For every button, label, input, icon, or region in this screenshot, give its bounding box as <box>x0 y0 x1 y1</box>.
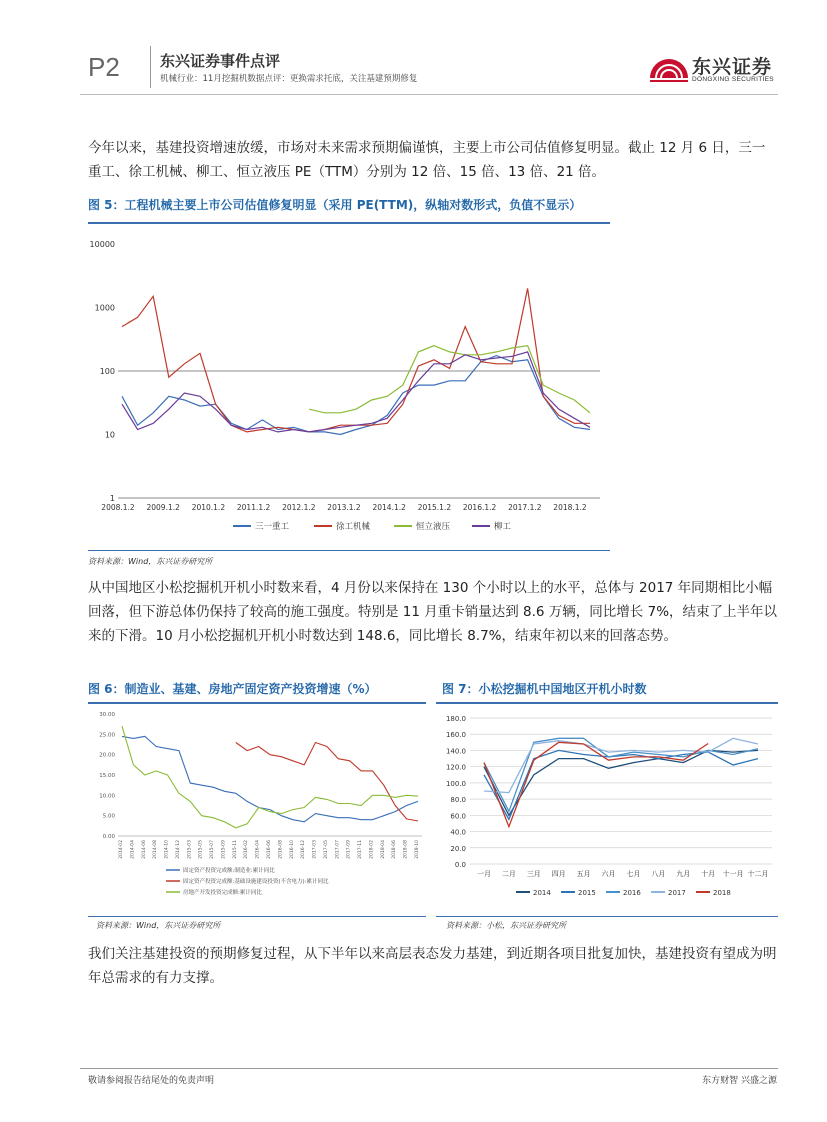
fig6-xtick-label: 2017-07 <box>335 839 341 859</box>
fig7-series-line <box>484 738 758 811</box>
fig7-ytick-label: 160.0 <box>445 731 466 740</box>
fig5-xtick-label: 2012.1.2 <box>282 503 316 512</box>
fig6-xtick-label: 2015-09 <box>221 840 227 859</box>
fig6-xtick-label: 2014-02 <box>119 840 124 859</box>
fig6-ytick-label: 25.00 <box>99 732 115 739</box>
fig6-xtick-label: 2016-08 <box>278 840 284 859</box>
page-label: P2 <box>88 52 120 82</box>
header-divider <box>150 46 151 88</box>
report-subtitle: 机械行业：11月挖掘机数据点评：更换需求托底，关注基建预期修复 <box>160 74 418 84</box>
fig7-legend-label: 2015 <box>578 889 596 897</box>
logo-name: 东兴证券 <box>692 56 773 78</box>
fig6-xtick-label: 2017-03 <box>312 839 318 859</box>
fig7-source: 资料来源：小松，东兴证券研究所 <box>446 921 566 930</box>
fig6-series-line <box>122 736 418 821</box>
fig7-ytick-label: 80.0 <box>450 796 466 805</box>
header-rule <box>80 94 778 95</box>
paragraph-valuation: 今年以来，基建投资增速放缓，市场对未来需求预期偏谨慎，主要上市公司估值修复明显。截止 12 月 6 日，三一重工、徐工机械、柳工、恒立液压 PE（TTM）分别为 12 倍、15 倍、13 倍、21 倍。 <box>88 140 766 180</box>
fig7-xtick-label: 二月 <box>501 870 516 878</box>
fig7-legend-label: 2017 <box>668 889 686 897</box>
fig5-ytick-label: 10 <box>104 430 115 440</box>
fig7-xtick-label: 一月 <box>477 870 491 878</box>
fig7-xtick-label: 六月 <box>601 870 616 878</box>
fig7-title: 图 7：小松挖掘机中国地区开机小时数 <box>442 682 647 696</box>
fig5-title: 图 5：工程机械主要上市公司估值修复明显（采用 PE(TTM)，纵轴对数形式，负值不显示） <box>88 198 582 212</box>
fig7-ytick-label: 60.0 <box>450 812 466 821</box>
fig6-series-line <box>122 726 418 828</box>
fig6-xtick-label: 2014-04 <box>130 840 136 859</box>
fig7-bottom-rule <box>436 916 778 917</box>
fig6-xtick-label: 2016-02 <box>244 839 250 859</box>
fig5-series-line <box>122 352 590 432</box>
paragraph-infrastructure: 我们关注基建投资的预期修复过程，从下半年以来高层表态发力基建，到近期各项目批复加快，基建投资有望成为明年总需求的有力支撑。 <box>88 946 777 986</box>
fig6-ytick-label: 20.00 <box>99 752 115 759</box>
fig6-title: 图 6：制造业、基建、房地产固定资产投资增速（%） <box>88 682 377 696</box>
fig5-bottom-rule <box>88 550 610 551</box>
fig5-legend-label: 柳工 <box>494 522 512 532</box>
fig6-xtick-label: 2016-12 <box>301 840 307 859</box>
fig6-xtick-label: 2016-06 <box>267 840 272 859</box>
fig6-xtick-label: 2014-06 <box>141 840 147 859</box>
fig6-xtick-label: 2018-08 <box>403 839 409 859</box>
fig5-ytick-label: 10000 <box>89 240 115 249</box>
fig7-legend-label: 2014 <box>533 889 551 897</box>
fig5-legend-label: 三一重工 <box>255 522 290 532</box>
fig6-xtick-label: 2014-10 <box>164 839 170 859</box>
fig6-legend-label: 固定资产投资完成额:基础设施建设投资(不含电力):累计同比 <box>183 879 329 885</box>
fig5-xtick-label: 2015.1.2 <box>417 503 452 512</box>
fig6-xtick-label: 2018-10 <box>415 840 420 859</box>
fig5-xtick-label: 2011.1.2 <box>236 503 271 512</box>
fig6-xtick-label: 2015-07 <box>210 840 216 859</box>
fig5-xtick-label: 2013.1.2 <box>327 503 361 512</box>
fig7-ytick-label: 100.0 <box>445 779 466 788</box>
fig6-xtick-label: 2017-11 <box>358 840 364 859</box>
fig6-xtick-label: 2014-12 <box>175 839 181 859</box>
fig6-ytick-label: 30.00 <box>99 712 115 718</box>
fig6-xtick-label: 2015-11 <box>232 839 238 859</box>
report-type: 东兴证券事件点评 <box>160 52 281 70</box>
fig5-ytick-label: 1 <box>109 494 115 503</box>
fig7-ytick-label: 120.0 <box>445 763 466 772</box>
fig6-chart <box>88 706 426 914</box>
fig7-xtick-label: 九月 <box>676 870 691 878</box>
fig5-xtick-label: 2010.1.2 <box>191 503 226 512</box>
fig6-xtick-label: 2016-04 <box>255 839 261 859</box>
brand-logo <box>648 48 778 88</box>
footer-disclaimer: 敬请参阅报告结尾处的免责声明 <box>88 1076 215 1086</box>
fig6-xtick-label: 2015-05 <box>198 840 204 859</box>
paragraph-komatsu: 从中国地区小松挖掘机开机小时数来看，4 月份以来保持在 130 个小时以上的水平，总体与 2017 年同期相比小幅回落，但下游总体仍保持了较高的施工强度。特别是 11 月重卡销量达到 8.6 万辆，同比增长 7%，结束了上半年以来的下滑。10 月小松挖掘机开机小时数达到 148.6，同比增长 8.7%，结束年初以来的回落态势。 <box>88 580 778 644</box>
fig7-top-rule <box>436 702 778 704</box>
fig7-xtick-label: 四月 <box>551 870 566 878</box>
fig6-xtick-label: 2015-03 <box>187 839 193 859</box>
fig7-xtick-label: 八月 <box>651 870 666 878</box>
logo-en: DONGXING SECURITIES <box>692 76 774 83</box>
fig7-ytick-label: 20.0 <box>450 844 466 853</box>
fig7-xtick-label: 七月 <box>626 870 641 878</box>
fig5-xtick-label: 2009.1.2 <box>146 503 180 512</box>
fig6-ytick-label: 5.00 <box>102 813 115 820</box>
fig7-ytick-label: 140.0 <box>445 747 466 756</box>
fig5-top-rule <box>88 222 610 224</box>
fig7-xtick-label: 十二月 <box>747 870 769 878</box>
fig7-xtick-label: 五月 <box>576 870 591 878</box>
fig5-xtick-label: 2017.1.2 <box>508 503 542 512</box>
footer-rule <box>80 1068 778 1069</box>
fig7-legend-label: 2018 <box>713 889 731 897</box>
fig7-xtick-label: 三月 <box>526 870 541 878</box>
fig5-source: 资料来源：Wind，东兴证券研究所 <box>88 557 213 566</box>
fig6-legend-label: 固定资产投资完成额:制造业:累计同比 <box>183 868 275 874</box>
fig6-top-rule <box>88 702 426 704</box>
fig5-legend-label: 恒立液压 <box>416 522 451 532</box>
fig5-chart <box>88 228 608 546</box>
fig6-source: 资料来源：Wind，东兴证券研究所 <box>96 921 221 930</box>
footer-motto: 东方财智 兴盛之源 <box>702 1076 777 1086</box>
fig7-ytick-label: 180.0 <box>445 715 466 723</box>
fig5-xtick-label: 2018.1.2 <box>553 503 587 512</box>
fig6-xtick-label: 2018-06 <box>392 839 398 859</box>
fig5-ytick-label: 1000 <box>94 303 115 313</box>
fig6-xtick-label: 2017-05 <box>323 839 329 859</box>
fig7-ytick-label: 0.0 <box>454 861 466 869</box>
fig6-xtick-label: 2018-02 <box>369 840 375 859</box>
logo-mark-icon <box>648 48 690 88</box>
fig6-bottom-rule <box>88 916 426 917</box>
fig5-xtick-label: 2014.1.2 <box>372 503 406 512</box>
fig6-legend-label: 房地产开发投资完成额:累计同比 <box>183 890 262 896</box>
fig7-legend-label: 2016 <box>623 889 641 897</box>
fig7-xtick-label: 十月 <box>701 870 716 878</box>
fig5-xtick-label: 2016.1.2 <box>462 503 497 512</box>
fig6-xtick-label: 2016-10 <box>289 840 295 859</box>
fig5-xtick-label: 2008.1.2 <box>101 503 135 512</box>
fig6-ytick-label: 0.00 <box>102 834 115 840</box>
fig7-chart <box>436 706 778 914</box>
fig5-legend-label: 徐工机械 <box>336 522 371 532</box>
fig6-xtick-label: 2014-08 <box>153 840 159 859</box>
fig7-ytick-label: 40.0 <box>450 828 466 837</box>
fig6-xtick-label: 2017-09 <box>346 840 352 859</box>
fig6-ytick-label: 10.00 <box>99 793 115 800</box>
fig5-ytick-label: 100 <box>99 367 115 376</box>
fig6-ytick-label: 15.00 <box>99 773 115 779</box>
fig7-series-line <box>484 742 708 826</box>
fig7-xtick-label: 十一月 <box>722 870 744 878</box>
fig6-xtick-label: 2018-04 <box>380 839 386 859</box>
